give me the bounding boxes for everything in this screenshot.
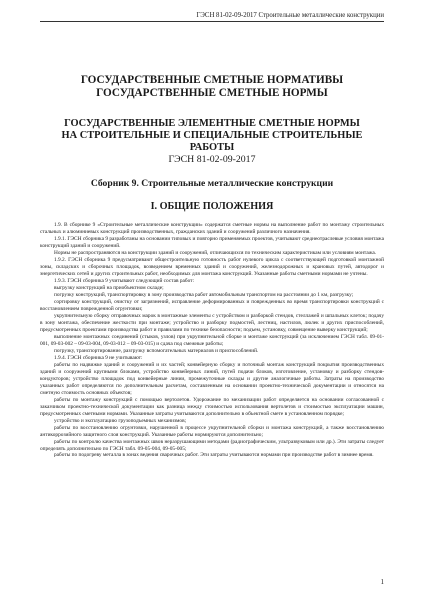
collection-title: Сборник 9. Строительные металлические конструкции [90, 178, 334, 189]
paragraph: работы по контролю качества монтажных швов неразрушающими методами (радиографическим, ультразвуковым или др.). Эти затраты следует определять дополнительно по ГЭСН табл. 09-05-004, 09-05-005; [40, 438, 384, 452]
main-title [40, 74, 384, 100]
subtitle [40, 118, 384, 154]
paragraph: 1.9.1. ГЭСН сборника 9 разработаны на основании типовых и повторно применяемых проектов, учитывают среднеотраслевые условия монтажа конструкций зданий и сооружений. [40, 235, 384, 249]
paragraph: работы по восстановлению огрунтовки, нарушенной в процессе укрупнительной сборки и монтажа конструкций, а также восстановлению антикоррозийного защитного слоя конструкций. Указанные работы нормируются дополнительно; [40, 424, 384, 438]
paragraph: 1.9.3. ГЭСН сборника 9 учитывают следующий состав работ: [54, 277, 195, 284]
paragraph: сортировку конструкций, очистку от загрязнений, исправление деформированных и поврежденных во время транспортировки конструкций с восстановлением поврежденной огрунтовки; [40, 298, 384, 312]
paragraph: работы по монтажу конструкций с помощью вертолетов. Удорожание по механизации работ определяется на основании согласованной с заказчиком проектно-технической документации как разница между стоимостью использования вертолетов и стоимостью эксплуатации машин, предусмотренных сметными нормами. Указанные затраты учитываются дополнительно в объектной смете в установленном порядке; [40, 396, 384, 417]
paragraph: устройство и эксплуатацию грузоподъемных механизмов; [54, 417, 187, 424]
paragraph: работы по подогреву металла в зонах ведения сварочных работ. Эти затраты учитываются нормами при производстве работ в зимнее время. [54, 452, 374, 459]
paragraph: выполнение монтажных соединений (стыков, узлов) при укрупнительной сборке и монтаже конструкций (за исключением ГЭСН табл. 09-01-001, 09-03-002 – 09-03-004, 09-03-012 – 09-03-015) и сдача под смежные работы; [40, 333, 384, 347]
paragraph: погрузку конструкций, транспортировку в зону производства работ автомобильным транспортом на расстоянии до 1 км, разгрузку; [54, 291, 354, 298]
paragraph: Нормы не распространяются на конструкции зданий и сооружений, отличающихся по техническим характеристикам или условиям монтажа. [54, 249, 377, 256]
running-header: ГЭСН 81-02-09-2017 Строительные металлические конструкции [40, 12, 384, 22]
page-number: 1 [380, 578, 384, 586]
paragraph: 1.9. В сборнике 9 «Строительные металлические конструкции» содержатся сметные нормы на выполнение работ по монтажу строительных стальных и алюминиевых конструкций производственных, гражданских зданий и сооружений различного назначения. [40, 222, 384, 235]
paragraph: 1.9.4. ГЭСН сборника 9 не учитывают: [54, 354, 143, 361]
paragraph: 1.9.2. ГЭСН сборника 9 предусматривают общестроительную готовность работ нулевого цикла с соответствующей подготовкой монтажной зоны, складских и сборочных площадок, возведением временных зданий и сооружений, железнодорожных и крановых путей, автодорог и энергетических сетей и других строительных работ, необходимых для монтажа конструкций. Указанные работы сметными нормами не учтены. [40, 256, 384, 277]
paragraph: работы по надвижке зданий и сооружений и их частей; конвейерную сборку и поточный монтаж конструкций покрытия производственных зданий и сооружений крупными блоками, устройство конвейерных линий, путей подачи блоков, изготовление, установку и разборку стендов-кондукторов; устройство площадок под конвейерные линии, промежуточные склады и другие аналогичные работы. Затраты на производство указанных работ определяются по дополнительным расчетам, составленным на основании проектно-технической документации и относятся на сметную стоимость основных объектов; [40, 361, 384, 396]
main-title-text: ГОСУДАРСТВЕННЫЕ СМЕТНЫЕ НОРМАТИВЫ ГОСУДАРСТВЕННЫЕ СМЕТНЫЕ НОРМЫ [80, 74, 344, 99]
paragraph: укрупнительную сборку отправочных марок в монтажные элементы с устройством и разборкой стендов, стеллажей и шпальных клеток; подачу в зону монтажа, обеспечение жесткости при монтаже; устройство и разборку подмостей, лестниц, настилов, люлек и других приспособлений, предусмотренных проектами производства работ и правилами по технике безопасности; подъем, установку, совмещение выверку конструкций; [40, 312, 384, 333]
document-code: ГЭСН 81-02-09-2017 [168, 154, 256, 165]
body-text [40, 222, 384, 459]
subtitle-text: ГОСУДАРСТВЕННЫЕ ЭЛЕМЕНТНЫЕ СМЕТНЫЕ НОРМЫ НА СТРОИТЕЛЬНЫЕ И СПЕЦИАЛЬНЫЕ СТРОИТЕЛЬНЫЕ РАБОТЫ [61, 118, 363, 153]
paragraph: выгрузку конструкций на приобъектном складе; [54, 284, 164, 291]
section-heading: I. ОБЩИЕ ПОЛОЖЕНИЯ [150, 201, 274, 212]
paragraph: погрузку, транспортирование, разгрузку вспомогательных материалов и приспособлений. [54, 347, 259, 354]
